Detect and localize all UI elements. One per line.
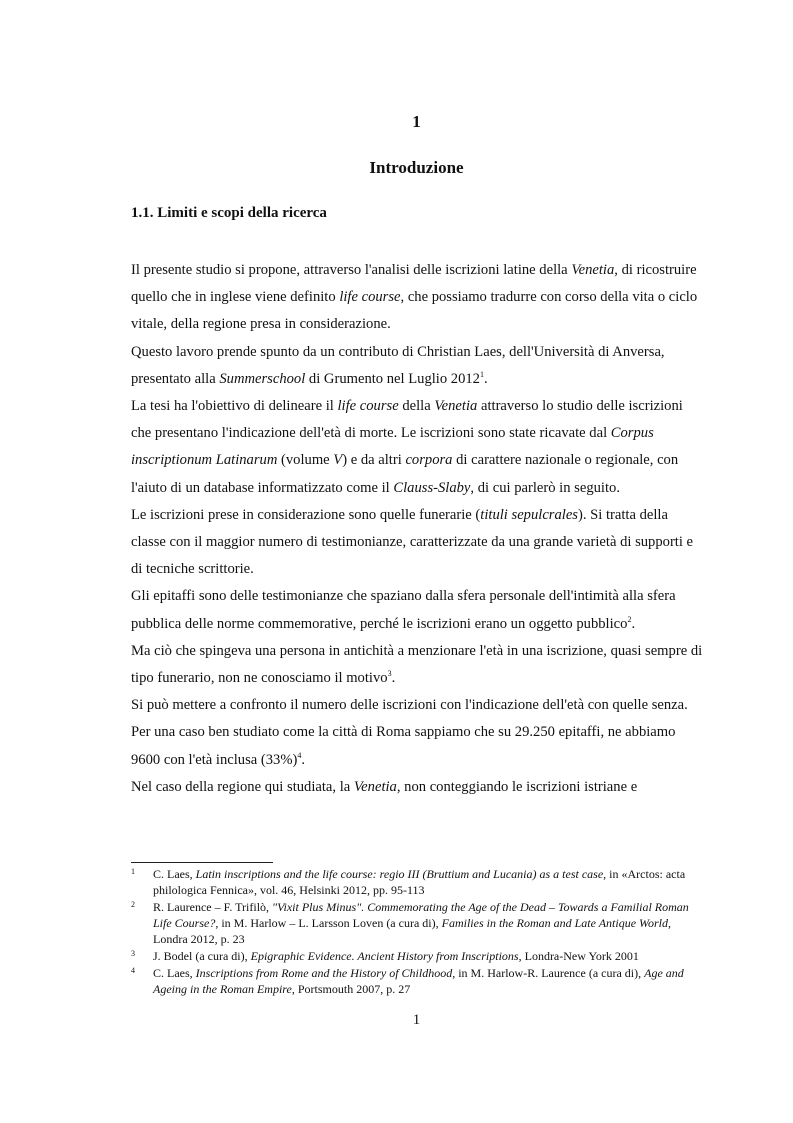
footnote-4	[131, 965, 706, 997]
chapter-number: 1	[412, 112, 421, 131]
footnote-separator	[131, 862, 273, 863]
text-run: Le iscrizioni prese in considerazione sono quelle funerarie (	[131, 506, 481, 523]
paragraph-5	[131, 583, 706, 637]
section-heading: 1.1. Limiti e scopi della ricerca	[131, 205, 327, 221]
footnote-ref[interactable]: 2	[627, 614, 632, 624]
page-number: 1	[412, 1012, 421, 1028]
text-run: attraverso lo studio delle iscrizioni che presentano l'indicazione dell'età di morte. Le iscrizioni sono state ricavate dal	[131, 398, 683, 442]
text-run: , in «Arctos: acta philologica Fennica», vol. 46, Helsinki 2012, pp. 95-113	[153, 867, 686, 897]
italic-run: "Vixit Plus Minus". Commemorating the Age of the Dead – Towards a Familial Roman Life Course?	[153, 900, 689, 930]
text-run: Il presente studio si propone, attraverso l'analisi delle iscrizioni latine della	[131, 262, 572, 278]
text-run: ) e da altri	[342, 452, 406, 469]
text-run: di carattere nazionale o regionale, con l'aiuto di un database informatizzato come il	[131, 452, 679, 496]
footnote-2	[131, 899, 706, 947]
text-run: .	[631, 615, 636, 632]
footnote-ref[interactable]: 3	[387, 669, 392, 679]
italic-run: Venetia	[571, 262, 615, 278]
text-run: , Portsmouth 2007, p. 27	[291, 982, 411, 996]
text-run: Nel caso della regione qui studiata, la	[131, 778, 354, 795]
paragraph-1	[131, 257, 706, 339]
italic-run: Inscriptions from Rome and the History of Childhood,	[195, 966, 456, 980]
text-run: , non conteggiando le iscrizioni istriane e	[396, 778, 638, 795]
text-run: C. Laes,	[153, 966, 196, 980]
text-run: ). Si tratta della classe con il maggior numero di testimonianze, caratterizzate da una grande varietà di supporti e di tecniche scrittorie.	[131, 506, 694, 578]
body-text	[131, 257, 706, 801]
footnote-number: 3	[131, 949, 135, 958]
footnote-ref[interactable]: 1	[479, 369, 484, 379]
paragraph-6	[131, 638, 706, 692]
text-run: R. Laurence – F. Trifilò,	[153, 900, 273, 914]
text-run: della	[398, 398, 435, 415]
text-run: , di cui parlerò in seguito.	[470, 479, 620, 496]
paragraph-8	[131, 774, 706, 801]
italic-run: V	[333, 452, 343, 469]
text-run: , Londra-New York 2001	[518, 949, 639, 963]
footnote-ref[interactable]: 4	[297, 750, 302, 760]
footnote-number: 1	[131, 867, 135, 876]
italic-run: life course	[339, 289, 401, 306]
paragraph-7	[131, 692, 706, 774]
footnote-number: 4	[131, 966, 135, 975]
footnote-3	[131, 948, 706, 964]
paragraph-3	[131, 393, 706, 502]
italic-run: Families in the Roman and Late Antique World	[441, 916, 668, 930]
italic-run: Summerschool	[219, 370, 306, 387]
text-run: Questo lavoro prende spunto da un contributo di Christian Laes, dell'Università di Anversa, presentato alla	[131, 343, 665, 387]
italic-run: Latin inscriptions and the life course: regio III (Bruttium and Lucania) as a test case	[195, 867, 604, 881]
italic-run: Clauss-Slaby	[393, 479, 471, 496]
text-run: in M. Harlow-R. Laurence (a cura di),	[455, 966, 645, 980]
paragraph-2	[131, 339, 706, 393]
text-run: di Grumento nel Luglio 2012	[305, 370, 480, 387]
italic-run: Corpus inscriptionum Latinarum	[131, 425, 654, 469]
text-run: C. Laes,	[153, 867, 196, 881]
text-run: .	[391, 670, 396, 687]
italic-run: Age and Ageing in the Roman Empire	[153, 966, 684, 996]
italic-run: Venetia	[434, 398, 478, 415]
text-run: La tesi ha l'obiettivo di delineare il	[131, 398, 338, 415]
footnotes	[131, 866, 706, 998]
text-run: (volume	[277, 452, 334, 469]
text-run: .	[301, 751, 306, 768]
italic-run: Epigraphic Evidence. Ancient History from Inscriptions	[250, 949, 519, 963]
text-run: Ma ciò che spingeva una persona in antichità a menzionare l'età in una iscrizione, quasi sempre di tipo funerario, non ne conosciamo il motivo	[131, 642, 703, 687]
text-run: Gli epitaffi sono delle testimonianze che spaziano dalla sfera personale dell'intimità alla sfera pubblica delle norme commemorative, perché le iscrizioni erano un oggetto pubblico	[131, 588, 676, 632]
text-run: Si può mettere a confronto il numero delle iscrizioni con l'indicazione dell'età con quelle senza. Per una caso ben studiato come la città di Roma sappiamo che su 29.250 epitaffi, ne abbiamo 9600 con l'età inclusa (33%)	[131, 697, 688, 768]
text-run: , in M. Harlow – L. Larsson Loven (a cura di),	[215, 916, 442, 930]
italic-run: tituli sepulcrales	[480, 506, 578, 523]
text-run: .	[483, 370, 488, 387]
paragraph-4	[131, 502, 706, 584]
italic-run: Venetia	[353, 778, 397, 795]
footnote-1	[131, 866, 706, 898]
text-run: , Londra 2012, p. 23	[153, 916, 671, 946]
footnote-number: 2	[131, 900, 135, 909]
text-run: , che possiamo tradurre con corso della vita o ciclo vitale, della regione presa in considerazione.	[131, 289, 698, 333]
italic-run: corpora	[405, 452, 453, 469]
text-run: J. Bodel (a cura di),	[153, 949, 251, 963]
italic-run: life course	[337, 398, 399, 415]
chapter-title: Introduzione	[369, 158, 464, 177]
text-run: , di ricostruire quello che in inglese viene definito	[131, 262, 697, 306]
